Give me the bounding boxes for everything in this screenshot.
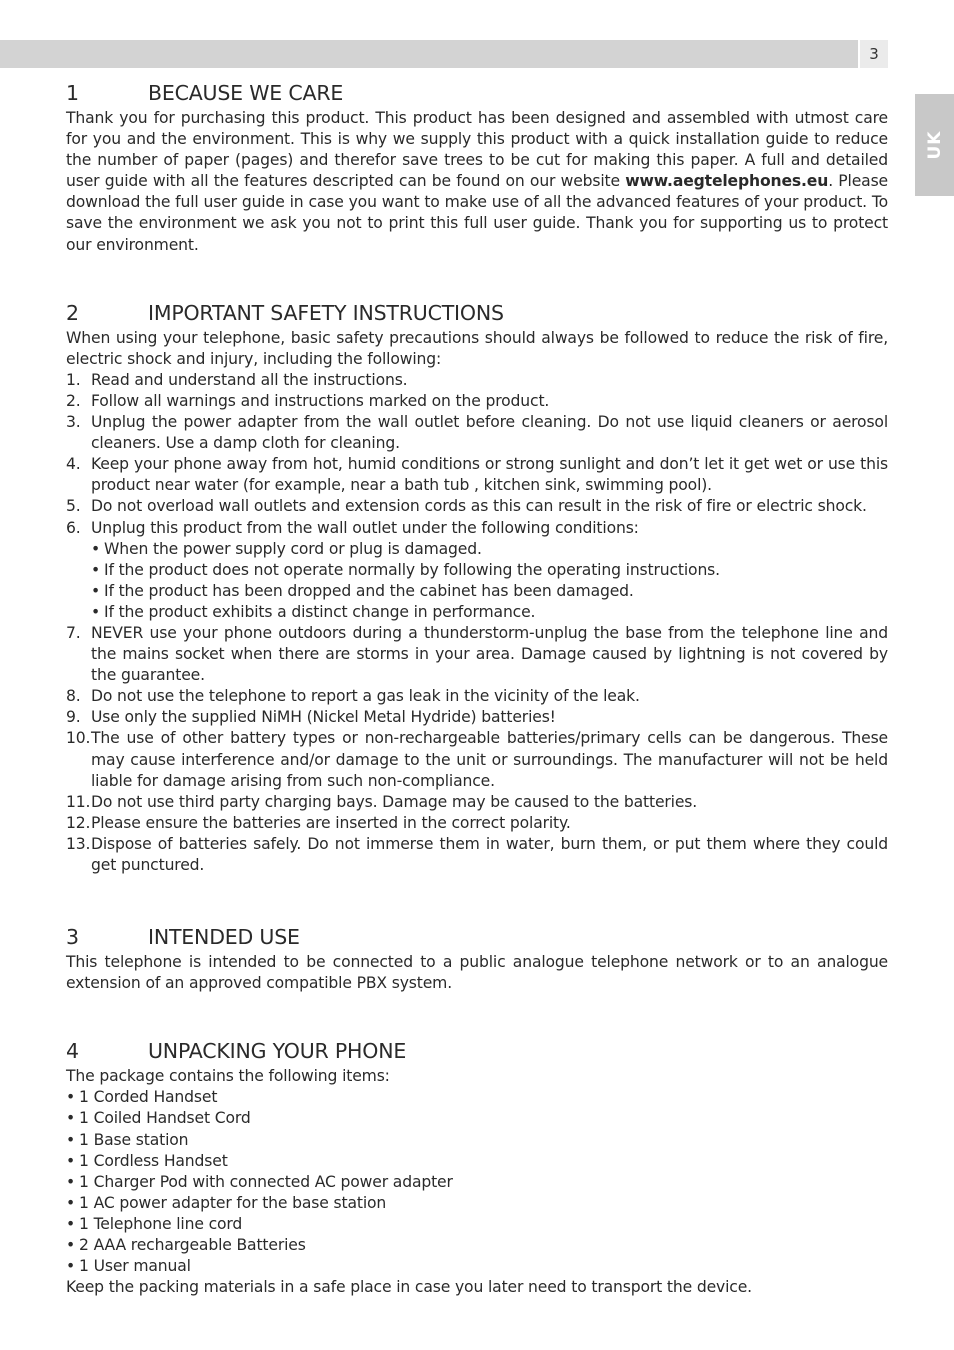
page-number: 3 [860,40,888,68]
section-title: UNPACKING YOUR PHONE [148,1039,407,1064]
list-item: • 1 Coiled Handset Cord [66,1108,888,1129]
paragraph-text: Thank you for purchasing this product. This product has been designed and assembled with utmost care for you and the environment. This is why we supply this product with a quick installation guide to reduce the number of paper (pages) and therefor save trees to be cut for making this paper. A full and detailed user guide with all the features descripted can be found on our website [66,109,888,191]
item-text: Keep your phone away from hot, humid conditions or strong sunlight and don’t let it get wet or use this product near water (for example, near a bath tub , kitchen sink, swimming pool). [91,455,888,495]
item-text: Read and understand all the instructions. [91,370,408,389]
item-text: Do not overload wall outlets and extension cords as this can result in the risk of fire or electric shock. [91,497,867,516]
package-contents-list [66,1087,888,1277]
list-item: • 1 Charger Pod with connected AC power adapter [66,1172,888,1193]
section-paragraph: This telephone is intended to be connected to a public analogue telephone network or to an analogue extension of an approved compatible PBX system. [66,953,888,993]
list-item [66,518,888,623]
list-item [66,792,888,813]
item-number: 10. [66,729,91,748]
list-item: • 1 User manual [66,1256,888,1277]
list-item: • 1 Cordless Handset [66,1151,888,1172]
item-number: 7. [66,623,81,642]
list-item [66,496,888,517]
item-number: 1. [66,370,81,389]
document-body [66,78,888,1298]
item-number: 12. [66,813,91,832]
sub-item: • If the product does not operate normally by following the operating instructions. [91,560,888,581]
item-number: 9. [66,708,81,727]
section-number: 2 [66,300,79,325]
list-item: • 2 AAA rechargeable Batteries [66,1235,888,1256]
section-heading [66,1036,888,1066]
list-item [66,728,888,791]
list-item [66,623,888,686]
list-item [66,686,888,707]
item-text: Do not use the telephone to report a gas leak in the vicinity of the leak. [91,687,640,706]
list-item [66,391,888,412]
section-title: IMPORTANT SAFETY INSTRUCTIONS [148,300,504,325]
header-bar [0,40,858,68]
item-text: The use of other battery types or non-rechargeable batteries/primary cells can be dangerous. These may cause interference and/or damage to the unit or surroundings. The manufacturer will not be held liable for damage arising from such non-compliance. [91,729,888,790]
section-heading [66,78,888,108]
safety-list [66,370,888,876]
item-text: Follow all warnings and instructions marked on the product. [91,391,550,410]
section-title: BECAUSE WE CARE [148,81,344,105]
list-item: • 1 Base station [66,1130,888,1151]
paragraph-text: . Please download the full user guide in case you want to make use of all the advanced features of your product. To save the environment we ask you not to print this full user guide. Thank you for supporting us to protect our environment. [66,172,888,254]
list-item [66,412,888,454]
section-number: 4 [66,1039,79,1064]
item-text: Unplug this product from the wall outlet under the following conditions: [91,518,639,537]
list-item [66,370,888,391]
list-item [66,813,888,834]
item-number: 4. [66,455,81,474]
item-number: 3. [66,413,81,432]
section-unpacking [66,1036,888,1298]
section-number: 3 [66,925,79,950]
section-intended-use [66,922,888,994]
list-item [66,834,888,876]
list-item: • 1 AC power adapter for the base station [66,1193,888,1214]
sub-item: • When the power supply cord or plug is damaged. [91,539,888,560]
item-text: Unplug the power adapter from the wall outlet before cleaning. Do not use liquid cleaners or aerosol cleaners. Use a damp cloth for cleaning. [91,413,888,453]
list-item: • 1 Telephone line cord [66,1214,888,1235]
item-number: 8. [66,687,81,706]
item-number: 11. [66,792,91,811]
list-item: • 1 Corded Handset [66,1087,888,1108]
item-text: Please ensure the batteries are inserted in the correct polarity. [91,813,571,832]
section-intro: The package contains the following items: [66,1067,390,1086]
language-tab [915,94,954,196]
section-heading [66,298,888,328]
item-text: Use only the supplied NiMH (Nickel Metal Hydride) batteries! [91,708,556,727]
list-item [66,707,888,728]
section-paragraph [66,108,888,256]
section-intro: When using your telephone, basic safety precautions should always be followed to reduce the risk of fire, electric shock and injury, including the following: [66,328,888,368]
item-number: 2. [66,391,81,410]
section-because-we-care [66,78,888,256]
item-text: Do not use third party charging bays. Damage may be caused to the batteries. [91,792,698,811]
section-heading [66,922,888,952]
item-number: 5. [66,497,81,516]
website-link[interactable]: www.aegtelephones.eu [625,172,829,191]
section-safety-instructions [66,298,888,876]
section-title: INTENDED USE [148,925,300,950]
item-text: Dispose of batteries safely. Do not immerse them in water, burn them, or put them where they could get punctured. [91,834,888,874]
list-item [66,454,888,496]
section-number: 1 [66,81,79,105]
section-outro: Keep the packing materials in a safe place in case you later need to transport the device. [66,1278,752,1297]
sub-item: • If the product has been dropped and the cabinet has been damaged. [91,581,888,602]
item-text: NEVER use your phone outdoors during a thunderstorm-unplug the base from the telephone line and the mains socket when there are storms in your area. Damage caused by lightning is not covered by the guarantee. [91,623,888,685]
language-tab-label: UK [924,130,945,160]
sub-item: • If the product exhibits a distinct change in performance. [91,602,888,623]
item-number: 13. [66,834,91,853]
item-number: 6. [66,518,81,537]
